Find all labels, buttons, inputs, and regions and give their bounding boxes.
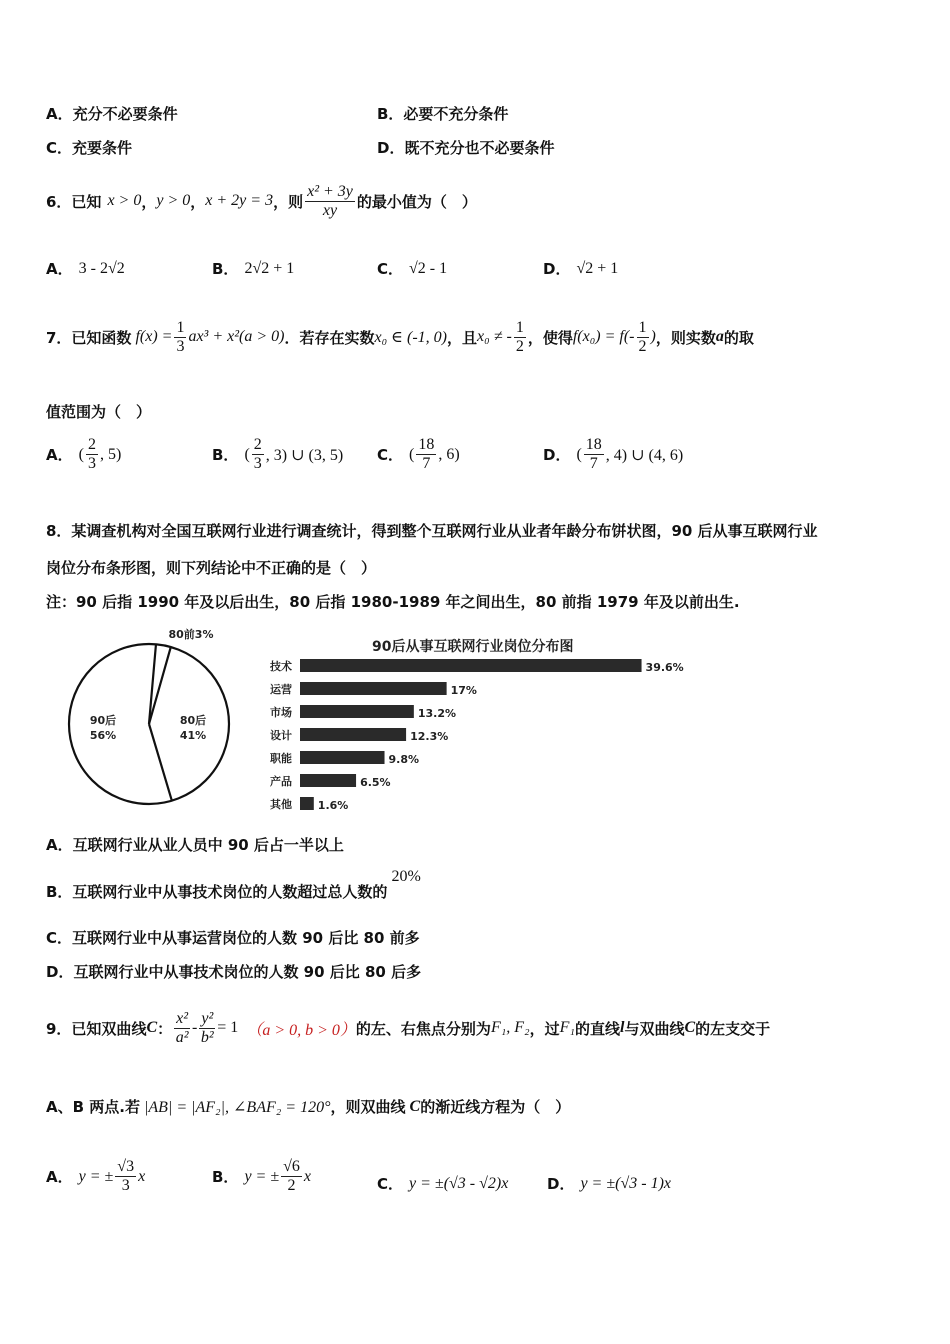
q7-var-a: a	[715, 328, 724, 345]
q8-option-b-pct: 20%	[391, 868, 421, 885]
pie-label-90: 90后	[89, 714, 117, 727]
q7-eq-num: 1	[638, 318, 647, 336]
bar-value-label: 12.3%	[410, 730, 449, 743]
q9-c: C	[146, 1019, 158, 1036]
bar-category-label: 其他	[270, 798, 292, 811]
q7-option-a-rest: , 5)	[99, 445, 122, 463]
q6-cond3: x + 2y = 3	[205, 192, 274, 209]
q9-line2-expr: |AB| = |AF₂|, ∠BAF₂ = 120°	[143, 1098, 331, 1116]
q6-option-a-label: A．	[46, 260, 73, 278]
q9-option-b	[212, 1158, 311, 1195]
q7-half-fraction	[514, 319, 526, 356]
q9-option-b-post: x	[303, 1167, 312, 1185]
bar-category-label: 设计	[270, 729, 292, 742]
q7-x0cond: x₀ ∈ (-1, 0)	[374, 329, 448, 346]
q6-option-a	[46, 258, 125, 279]
q9-line2c: 的渐近线方程为（ ）	[420, 1098, 571, 1116]
q7-option-b-rest: , 3) ∪ (3, 5)	[265, 446, 344, 464]
q9-mid5: 的左支交于	[695, 1019, 771, 1038]
bar-5	[300, 774, 356, 787]
pie-value-80: 41%	[179, 729, 207, 742]
q7-option-c-den: 7	[422, 455, 431, 472]
q8-option-d: D．互联网行业中从事技术岗位的人数 90 后比 80 后多	[46, 963, 422, 981]
q6-option-b-label: B．	[212, 260, 239, 278]
q7-option-d-open: (	[576, 445, 582, 463]
bar-1	[300, 682, 447, 695]
q6-fraction	[305, 183, 355, 220]
q6-option-d-expr: √2 + 1	[576, 259, 619, 277]
q6-prefix: 6．已知	[46, 192, 102, 211]
q7-func: f(x) =	[135, 328, 173, 345]
q6-option-b-expr: 2√2 + 1	[244, 259, 295, 277]
q5-option-c: C．充要条件	[46, 139, 133, 157]
q9-option-c-label: C．	[377, 1175, 404, 1193]
q7-frac-den: 3	[176, 337, 185, 355]
q7-option-c-open: (	[409, 445, 415, 463]
q9-option-b-num: √6	[283, 1158, 300, 1175]
q9-cond: （a > 0, b > 0）	[246, 1021, 356, 1039]
q7-option-d-den: 7	[589, 455, 598, 472]
q6-option-c-expr: √2 - 1	[409, 259, 448, 277]
q7-eq: f(x₀) = f(-	[572, 328, 635, 345]
q9-option-c-expr: y = ±(√3 - √2)x	[409, 1174, 509, 1192]
question-9-stem	[46, 1004, 770, 1052]
q7-option-b-den: 3	[253, 455, 262, 472]
q7-suffix2: 的取	[723, 328, 754, 347]
q9-line2b: ，则双曲线	[330, 1098, 406, 1116]
q9-a2: a²	[175, 1028, 189, 1046]
q7-mid2: ，且	[447, 328, 478, 347]
q6-suffix: 的最小值为（ ）	[356, 192, 477, 211]
bar-category-label: 职能	[270, 752, 292, 765]
q7-mid1: ．若存在实数	[284, 328, 375, 347]
q9-option-b-pre: y = ±	[244, 1167, 280, 1185]
bar-value-label: 17%	[450, 684, 477, 697]
q9-l: l	[619, 1019, 625, 1036]
q7-neq: x₀ ≠ -	[477, 328, 512, 345]
q7-option-b-label: B．	[212, 446, 239, 464]
bar-3	[300, 728, 406, 741]
q5-option-a: A．充分不必要条件	[46, 105, 178, 123]
q8-line1: 8．某调查机构对全国互联网行业进行调查统计，得到整个互联网行业从业者年龄分布饼状图，90 后从事互联网行业	[46, 522, 818, 540]
q7-eq-fraction	[637, 319, 649, 356]
q9-option-d-expr: y = ±(√3 - 1)x	[580, 1174, 671, 1192]
q7-half-den: 2	[515, 337, 524, 355]
bar-category-label: 技术	[270, 660, 292, 673]
q7-option-c-num: 18	[418, 436, 435, 453]
q9-option-a	[46, 1158, 145, 1195]
q7-option-c-rest: , 6)	[438, 445, 460, 463]
q7-option-d-label: D．	[543, 446, 571, 464]
q9-foci: F₁, F₂	[490, 1019, 530, 1036]
question-6-stem: 6．已知 x > 0 ， y > 0 ， x + 2y = 3 ，则 $\frac{\text{x² + 3y}}{xy}$ 的最小值为（ ）	[46, 182, 477, 219]
q7-prefix: 7．已知函数	[46, 328, 132, 347]
q9-line2	[46, 1096, 570, 1117]
bar-2	[300, 705, 414, 718]
q7-option-d	[543, 436, 683, 473]
q8-option-a: A．互联网行业从业人员中 90 后占一半以上	[46, 836, 344, 854]
q7-option-b	[212, 436, 343, 473]
q5-option-b: B．必要不充分条件	[377, 105, 509, 123]
q6-frac-num: x² + 3y	[307, 182, 353, 200]
bar-6	[300, 797, 314, 810]
q7-eq-den: 2	[638, 337, 647, 355]
q9-f1: F₁	[559, 1019, 575, 1036]
q7-suffix: ，则实数	[655, 328, 716, 347]
q8-option-c: C．互联网行业中从事运营岗位的人数 90 后比 80 前多	[46, 929, 420, 947]
q7-option-d-rest: , 4) ∪ (4, 6)	[605, 446, 684, 464]
q9-mid: 的左、右焦点分别为	[355, 1019, 491, 1038]
q9-option-a-post: x	[138, 1167, 146, 1185]
q8-note: 注：90 后指 1990 年及以后出生，80 后指 1980-1989 年之间出生，80 前指 1979 年及以前出生.	[46, 593, 740, 611]
q9-option-a-pre: y = ±	[78, 1167, 114, 1185]
q9-y2: y²	[201, 1009, 214, 1027]
bar-4	[300, 751, 385, 764]
q7-option-a	[46, 436, 121, 473]
q8-option-b	[46, 868, 421, 902]
q9-mid2: ，过	[529, 1019, 560, 1038]
q6-cond1: x > 0	[107, 192, 142, 209]
q9-mid4: 与双曲线	[624, 1019, 685, 1038]
bar-value-label: 6.5%	[360, 776, 391, 789]
q6-option-c	[377, 258, 447, 279]
q6-cond2: y > 0	[156, 192, 191, 209]
q7-option-c	[377, 436, 460, 473]
q8-line2: 岗位分布条形图，则下列结论中不正确的是（ ）	[46, 559, 377, 577]
q9-option-c	[377, 1173, 508, 1194]
q7-func-rest: ax³ + x²(a > 0)	[188, 328, 285, 345]
bar-value-label: 9.8%	[388, 753, 420, 766]
bar-category-label: 产品	[270, 775, 292, 788]
q9-option-d	[547, 1173, 671, 1194]
bar-category-label: 市场	[270, 706, 292, 719]
q5-option-d: D．既不充分也不必要条件	[377, 139, 555, 157]
q9-colon: ：	[157, 1019, 173, 1038]
q9-option-a-den: 3	[121, 1177, 130, 1194]
q7-option-a-label: A．	[46, 446, 73, 464]
q7-fraction	[174, 319, 186, 356]
pie-slice-boundary	[149, 724, 172, 801]
q6-option-c-label: C．	[377, 260, 404, 278]
q7-half-num: 1	[515, 318, 524, 336]
q7-eq-close: )	[650, 328, 656, 345]
q6-option-a-expr: 3 - 2√2	[78, 259, 125, 277]
q7-line2: 值范围为（ ）	[46, 403, 152, 421]
q6-option-d	[543, 258, 618, 279]
q9-mid3: 的直线	[574, 1019, 620, 1038]
q7-frac-num: 1	[176, 318, 185, 336]
q9-option-d-label: D．	[547, 1175, 575, 1193]
q7-mid3: ，使得	[527, 328, 573, 347]
post-bar-chart	[262, 632, 702, 817]
q9-b2: b²	[200, 1028, 214, 1046]
bar-chart-title: 90后从事互联网行业岗位分布图	[372, 639, 574, 655]
q6-option-d-label: D．	[543, 260, 571, 278]
bar-value-label: 13.2%	[417, 707, 457, 720]
q6-frac-den: xy	[322, 201, 338, 219]
q7-option-b-num: 2	[253, 436, 262, 453]
q6-then: ，则	[273, 192, 304, 211]
bar-value-label: 39.6%	[645, 661, 684, 674]
q9-line2a: A、B 两点.若	[46, 1098, 140, 1116]
question-7-stem	[46, 312, 754, 362]
bar-value-label: 1.6%	[317, 799, 349, 812]
q7-option-a-den: 3	[87, 455, 96, 472]
q9-c2: C	[684, 1019, 696, 1036]
q9-c3: C	[409, 1097, 421, 1115]
q6-option-b	[212, 258, 294, 279]
pie-label-80: 80后	[179, 714, 207, 727]
q7-option-d-num: 18	[585, 436, 602, 453]
q8-option-b-text: B．互联网行业中从事技术岗位的人数超过总人数的	[46, 883, 388, 901]
bar-0	[300, 659, 642, 672]
q9-option-a-num: √3	[117, 1158, 135, 1175]
q9-eq1: = 1	[217, 1019, 239, 1036]
q9-minus: -	[192, 1019, 198, 1036]
q7-option-c-label: C．	[377, 446, 404, 464]
pie-value-90: 56%	[89, 729, 117, 742]
pie-label-80-before: 80前3%	[168, 628, 214, 641]
q9-option-a-label: A．	[46, 1168, 73, 1186]
q9-prefix: 9．已知双曲线	[46, 1019, 147, 1038]
q9-option-b-den: 2	[287, 1177, 296, 1194]
q7-option-a-open: (	[78, 445, 84, 463]
q9-x2: x²	[176, 1009, 189, 1027]
age-pie-chart	[60, 622, 250, 817]
q7-option-a-num: 2	[87, 436, 96, 453]
q9-option-b-label: B．	[212, 1168, 239, 1186]
bar-category-label: 运营	[270, 683, 292, 696]
q7-option-b-open: (	[244, 445, 250, 463]
